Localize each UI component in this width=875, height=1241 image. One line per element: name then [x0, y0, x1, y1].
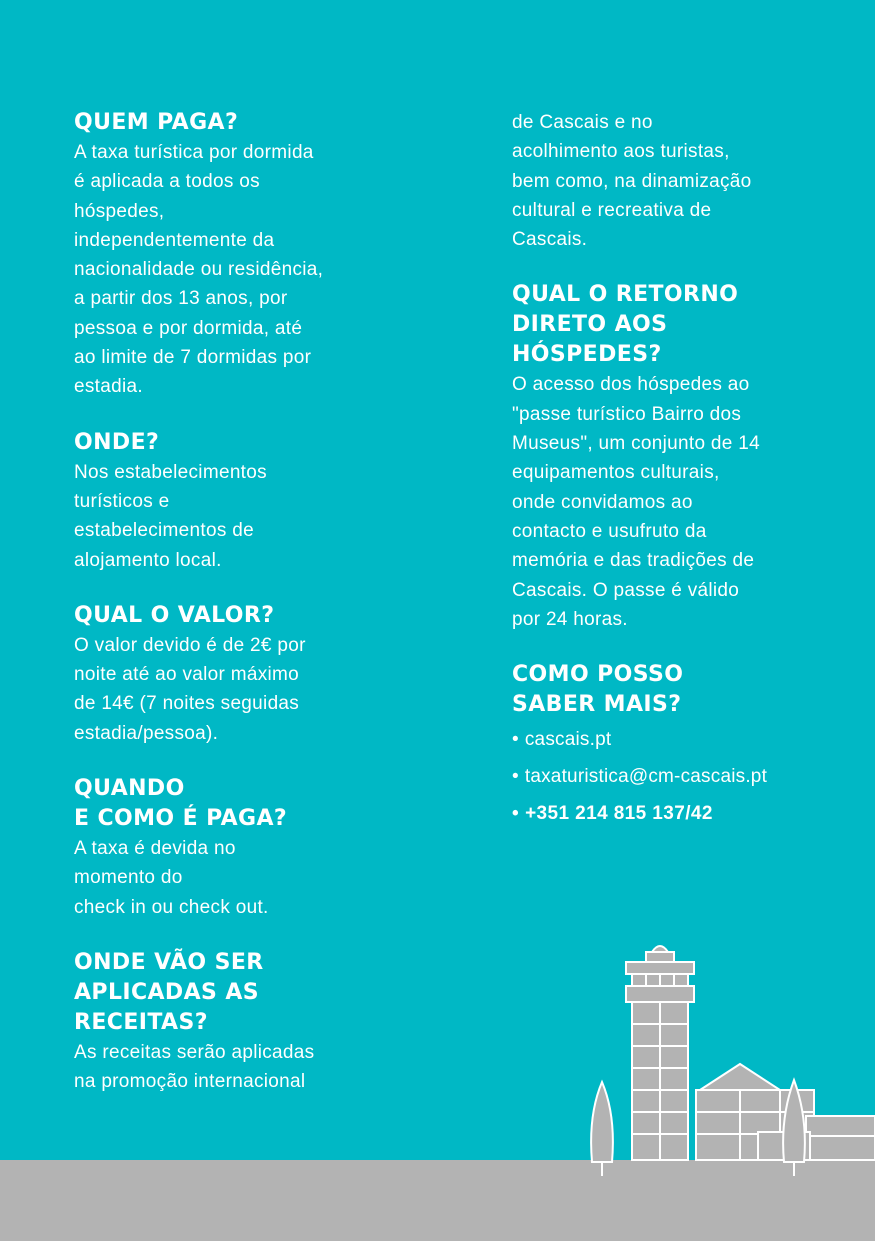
section-heading: QUANDO E COMO É PAGA? — [74, 776, 288, 832]
website-link[interactable]: cascais.pt — [524, 729, 612, 751]
section-heading: COMO POSSO SABER MAIS? — [512, 662, 684, 718]
section-continuation — [512, 108, 832, 254]
section-quando-e-como — [74, 774, 374, 922]
section-heading: ONDE? — [74, 429, 160, 455]
section-heading: QUAL O RETORNO DIRETO AOS HÓSPEDES? — [512, 282, 739, 368]
email-link[interactable]: taxaturistica@cm-cascais.pt — [524, 766, 768, 788]
section-heading: QUAL O VALOR? — [74, 602, 275, 628]
section-qual-o-valor — [74, 601, 374, 748]
bullet: • — [512, 766, 519, 788]
section-text: A taxa turística por dormida é aplicada a todos os hóspedes, independentemente da nacionalidade ou residência, a partir dos 13 anos, por pessoa e por dormida, até ao limite de 7 dormidas por estadia. — [74, 142, 324, 398]
section-heading: ONDE VÃO SER APLICADAS AS RECEITAS? — [74, 949, 264, 1035]
section-text: Nos estabelecimentos turísticos e estabelecimentos de alojamento local. — [74, 461, 267, 571]
contact-email[interactable] — [512, 765, 832, 789]
contact-phone[interactable] — [512, 802, 832, 826]
lighthouse-icon — [580, 940, 875, 1180]
section-text: O valor devido é de 2€ por noite até ao valor máximo de 14€ (7 noites seguidas estadia/pessoa). — [74, 634, 306, 744]
section-onde-vao-ser-aplicadas — [74, 948, 374, 1097]
section-como-posso-saber-mais — [512, 660, 832, 826]
section-heading: QUEM PAGA? — [74, 110, 239, 135]
bullet: • — [512, 803, 520, 825]
left-column — [74, 108, 374, 1123]
bullet: • — [512, 729, 519, 751]
right-column — [512, 108, 832, 852]
continuation-text: de Cascais e no acolhimento aos turistas, bem como, na dinamização cultural e recreativa de Cascais. — [512, 112, 752, 251]
section-text: A taxa é devida no momento do check in ou check out. — [74, 838, 269, 918]
contact-website[interactable] — [512, 728, 832, 752]
phone-number[interactable]: +351 214 815 137/42 — [525, 803, 713, 825]
contact-list — [512, 728, 832, 826]
section-text: O acesso dos hóspedes ao "passe turístico Bairro dos Museus", um conjunto de 14 equipamentos culturais, onde convidamos ao contacto e usufruto da memória e das tradições de Cascais. O passe é válido por 24 horas. — [512, 374, 760, 630]
section-quem-paga — [74, 108, 374, 402]
section-text: As receitas serão aplicadas na promoção internacional — [74, 1041, 315, 1093]
section-qual-o-retorno — [512, 280, 832, 634]
section-onde — [74, 428, 374, 575]
